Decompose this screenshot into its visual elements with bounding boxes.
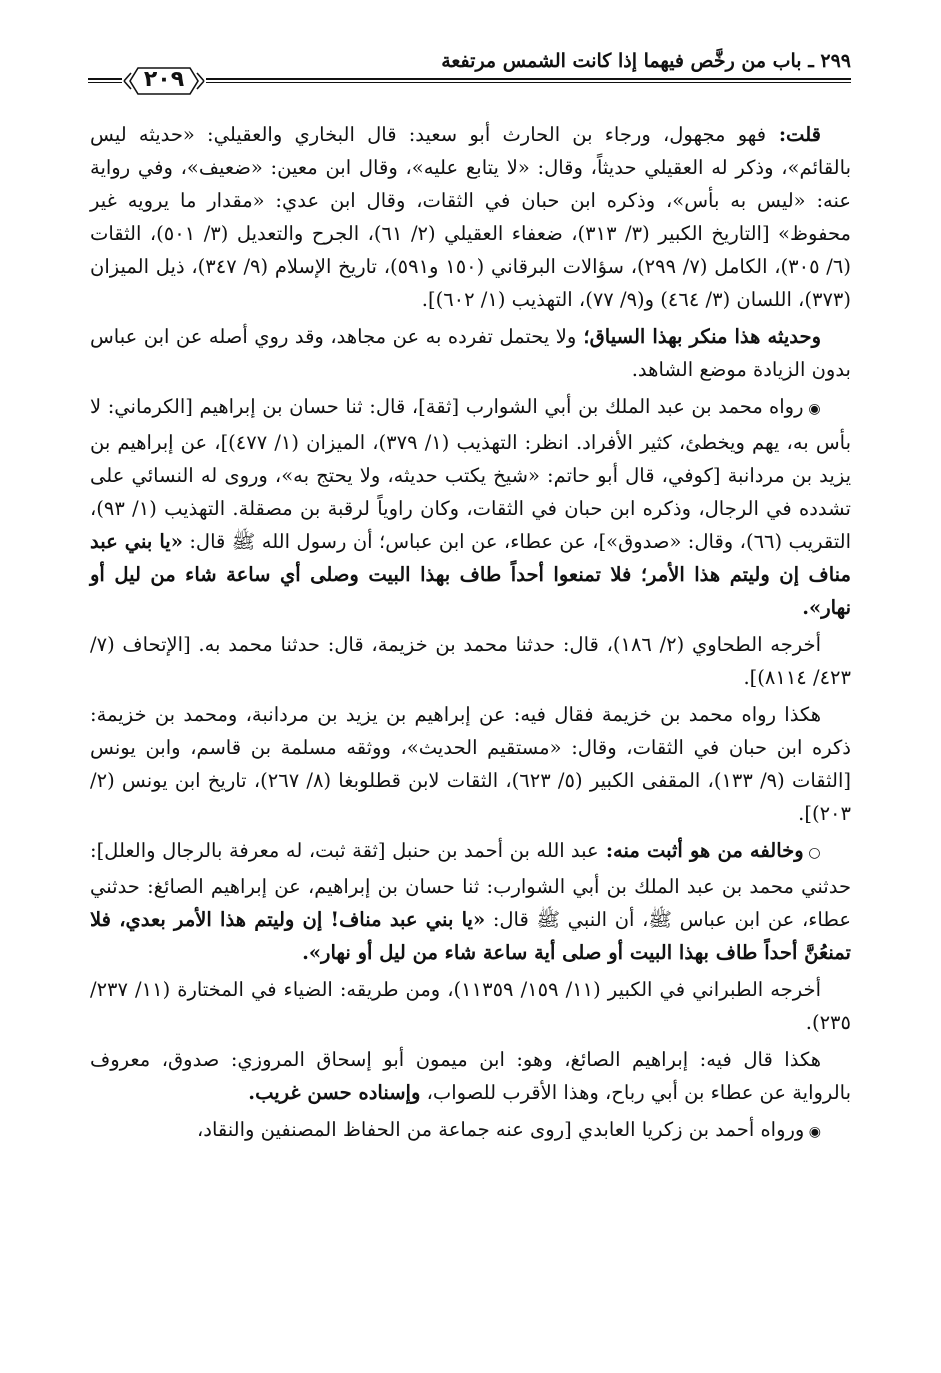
paragraph [90,1113,851,1149]
text-run: عبد الله بن أحمد بن حنبل [ثقة ثبت، له معرفة بالرجال والعلل]: حدثني محمد بن عبد الملك بن أبي الشوارب: ثنا حسان بن إبراهيم، عن إبراهيم الصائغ: حدثني عطاء، عن ابن عباس ﷺ، أن النبي ﷺ قال: [90,839,851,931]
text-run: أخرجه الطبراني في الكبير (١١/ ١٥٩/ ١١٣٥٩)، ومن طريقه: الضياء في المختارة (١١/ ٢٣٧/ ٢٣٥). [90,978,851,1034]
bullet-mark: ◉ [803,401,821,417]
page-number-ornament [122,64,206,98]
page-number: ٢٠٩ [143,67,185,92]
header-rule-thin [206,82,851,83]
text-run: ورواه أحمد بن زكريا العابدي [روى عنه جماعة من الحفاظ المصنفين والنقاد، [196,1118,805,1141]
page-header [88,50,851,98]
bold-text: وإسناده حسن غريب. [248,1081,421,1104]
bullet-mark: ○ [803,845,822,861]
bold-text: «يا بني عبد مناف! إن وليتم هذا الأمر بعدي، فلا تمنعُنَّ أحداً طاف بهذا البيت أو صلى أية ساعة شاء من ليل أو نهار». [90,908,851,964]
header-rule-left [88,78,122,80]
text-run: رواه محمد بن عبد الملك بن أبي الشوارب [ثقة]، قال: ثنا حسان بن إبراهيم [الكرماني: لا بأس به، يهم ويخطئ، كثير الأفراد. انظر: التهذيب (١/ ٣٧٩)، الميزان (١/ ٤٧٧)]، عن إبراهيم بن يزيد بن مردانبة [كوفي، قال أبو حاتم: «شيخ يكتب حديثه، ولا يحتج به»، وروى له النسائي على تشدده في الرجال، وذكره ابن حبان في الثقات، وكان راوياً لرقبة بن مصقلة. التهذيب (١/ ٩٣)، التقريب (٦٦)، وقال: «صدوق»]، عن عطاء، عن ابن عباس؛ أن رسول الله ﷺ قال: [90,395,852,553]
bold-text: وحديثه هذا منكر بهذا السياق؛ [576,325,821,348]
bold-text: «يا بني عبد مناف إن وليتم هذا الأمر؛ فلا تمنعوا أحداً طاف بهذا البيت وصلى أي ساعة شاء من ليل أو نهار». [90,530,851,619]
paragraph [90,834,851,969]
paragraph [90,628,851,694]
text-run: ولا يحتمل تفرده به عن مجاهد، وقد روي أصله عن ابن عباس بدون الزيادة موضع الشاهد. [90,325,851,381]
paragraph [90,973,851,1039]
text-run: هكذا قال فيه: إبراهيم الصائغ، وهو: ابن ميمون أبو إسحاق المروزي: صدوق، معروف بالرواية عن عطاء بن أبي رباح، وهذا الأقرب للصواب، [90,1048,851,1104]
bullet-mark: ◉ [804,1124,821,1140]
header-rule [206,78,851,80]
main-text [90,118,851,1153]
text-run: فهو مجهول، ورجاء بن الحارث أبو سعيد: قال البخاري والعقيلي: «حديثه ليس بالقائم»، وذكر له العقيلي حديثاً، وقال: «لا يتابع عليه»، وقال ابن معين: «ضعيف»، وفي رواية عنه: «ليس به بأس»، وذكره ابن حبان في الثقات، وقال ابن عدي: «مقدار ما يرويه غير محفوظ» [التاريخ الكبير (٣/ ٣١٣)، ضعفاء العقيلي (٢/ ٦١)، الجرح والتعديل (٣/ ٥٠١)، الثقات (٦/ ٣٠٥)، الكامل (٧/ ٢٩٩)، سؤالات البرقاني (١٥٠ و٥٩١)، تاريخ الإسلام (٩/ ٣٤٧)، ذيل الميزان (٣٧٣)، اللسان (٣/ ٤٦٤) و(٩/ ٧٧)، التهذيب (١/ ٦٠٢)]. [90,123,851,311]
paragraph [90,1043,851,1109]
bold-text: قلت: [766,123,821,146]
paragraph [90,320,851,386]
running-title: ٢٩٩ ـ باب من رخَّص فيهما إذا كانت الشمس مرتفعة [441,50,851,72]
text-run: هكذا رواه محمد بن خزيمة فقال فيه: عن إبراهيم بن يزيد بن مردانبة، ومحمد بن خزيمة: ذكره ابن حبان في الثقات، وقال: «مستقيم الحديث»، ووثقه مسلمة بن قاسم، وابن يونس [الثقات (٩/ ١٣٣)، المقفى الكبير (٥/ ٦٢٣)، الثقات لابن قطلوبغا (٨/ ٢٦٧)، تاريخ ابن يونس (٢/ ٢٠٣)]. [90,703,851,825]
paragraph [90,390,851,624]
text-run: أخرجه الطحاوي (٢/ ١٨٦)، قال: حدثنا محمد بن خزيمة، قال: حدثنا محمد به. [الإتحاف (٧/ ٤٢٣/ ٨١١٤)]. [90,633,851,689]
paragraph [90,118,851,316]
bold-text: وخالفه من هو أثبت منه: [598,839,804,862]
paragraph [90,698,851,830]
header-rule-left-thin [88,82,122,83]
